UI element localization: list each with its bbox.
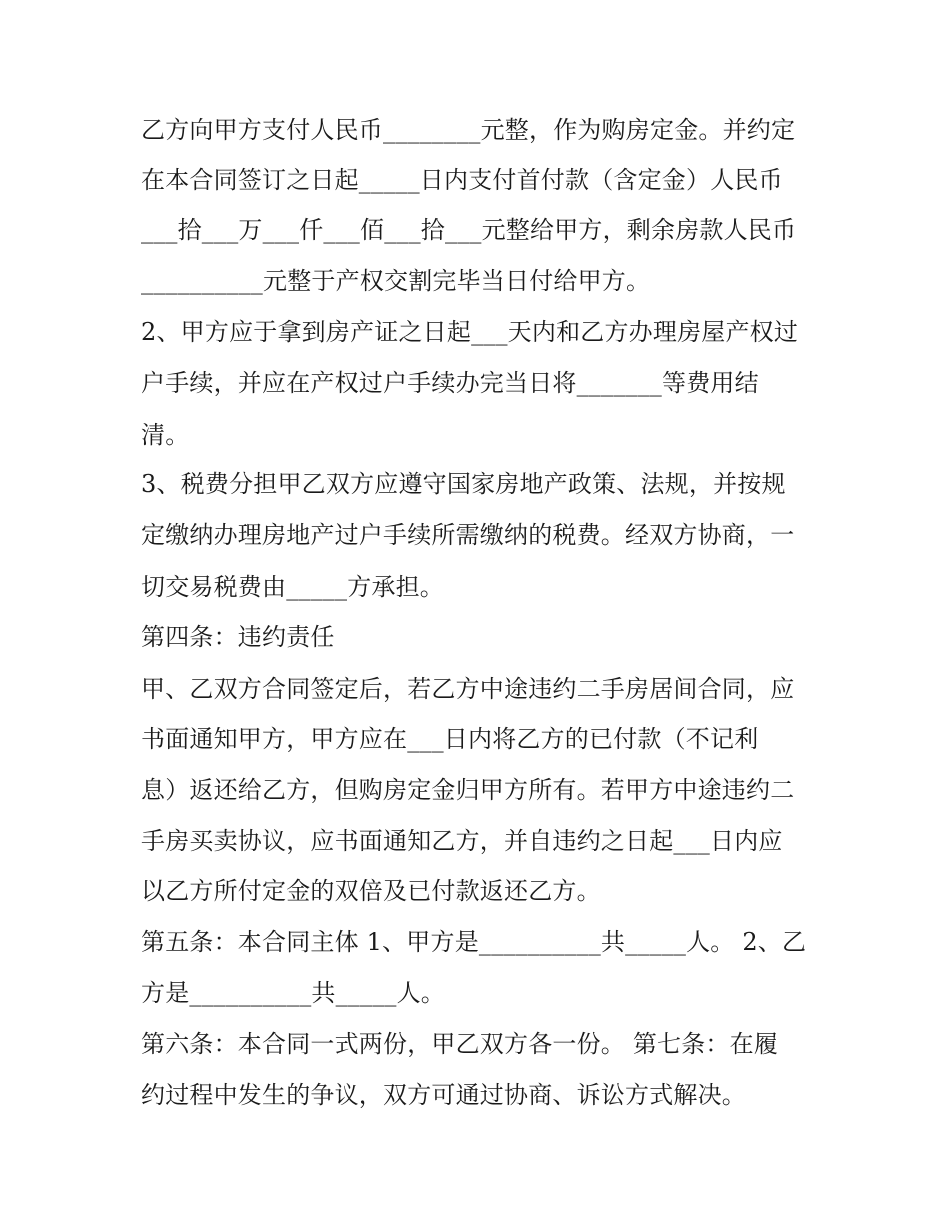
text-line: 以乙方所付定金的双倍及已付款返还乙方。 [141, 877, 601, 905]
text-line: 定缴纳办理房地产过户手续所需缴纳的税费。经双方协商，一 [141, 521, 795, 549]
text-line: ___拾___万___仟___佰___拾___元整给甲方，剩余房款人民币 [141, 216, 797, 244]
text-line: 在本合同签订之日起_____日内支付首付款（含定金）人民币 [141, 166, 783, 194]
text-line: 户手续，并应在产权过户手续办完当日将_______等费用结 [141, 369, 759, 397]
text-line: 3、税费分担甲乙双方应遵守国家房地产政策、法规，并按规 [141, 470, 786, 498]
text-line: 乙方向甲方支付人民币________元整，作为购房定金。并约定 [141, 116, 796, 144]
text-line: 甲、乙双方合同签定后，若乙方中途违约二手房居间合同，应 [141, 675, 795, 703]
text-line: 息）返还给乙方，但购房定金归甲方所有。若甲方中途违约二 [141, 776, 795, 804]
text-line: __________元整于产权交割完毕当日付给甲方。 [141, 267, 651, 295]
text-line: 方是__________共_____人。 [141, 979, 445, 1007]
text-line: 手房买卖协议，应书面通知乙方，并自违约之日起___日内应 [141, 827, 783, 855]
text-line: 第五条：本合同主体 1、甲方是__________共_____人。 2、乙 [141, 928, 807, 956]
text-line: 2、甲方应于拿到房产证之日起___天内和乙方办理房屋产权过 [141, 318, 799, 346]
text-line: 切交易税费由_____方承担。 [141, 573, 444, 601]
text-line: 书面通知甲方，甲方应在___日内将乙方的已付款（不记利 [141, 725, 759, 753]
text-line: 第六条：本合同一式两份，甲乙双方各一份。 第七条：在履 [141, 1030, 779, 1058]
section-heading: 第四条：违约责任 [141, 623, 335, 651]
text-line: 清。 [141, 421, 190, 449]
text-line: 约过程中发生的争议，双方可通过协商、诉讼方式解决。 [141, 1081, 746, 1109]
